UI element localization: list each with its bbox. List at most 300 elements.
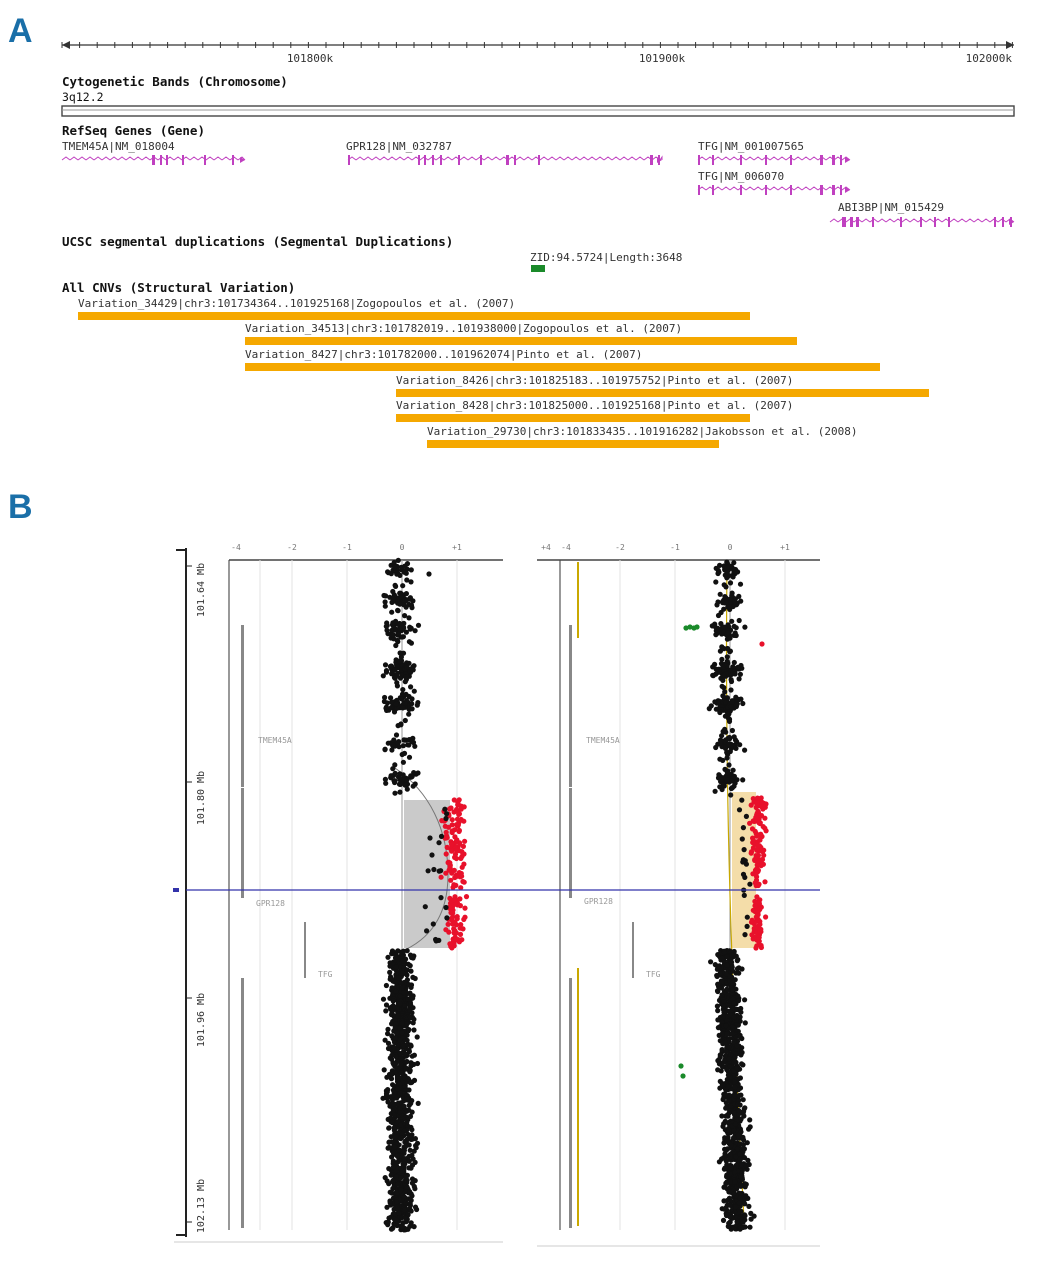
gene-exon bbox=[458, 155, 460, 165]
data-point bbox=[401, 1043, 406, 1048]
data-point bbox=[385, 1087, 390, 1092]
gene-bar bbox=[304, 922, 306, 978]
data-point bbox=[391, 1178, 396, 1183]
data-point bbox=[722, 1166, 727, 1171]
right-data-points bbox=[678, 560, 768, 1232]
data-point bbox=[749, 849, 754, 854]
x-tick-label: -2 bbox=[287, 543, 297, 552]
data-point bbox=[393, 771, 398, 776]
data-point bbox=[405, 996, 410, 1001]
data-point bbox=[738, 672, 743, 677]
data-point bbox=[399, 985, 404, 990]
data-point bbox=[401, 949, 406, 954]
data-point bbox=[729, 619, 734, 624]
data-point bbox=[408, 1148, 413, 1153]
data-point bbox=[732, 624, 737, 629]
data-point bbox=[730, 1024, 735, 1029]
data-point bbox=[723, 1023, 728, 1028]
data-point bbox=[723, 1106, 728, 1111]
data-point bbox=[402, 613, 407, 618]
data-point bbox=[736, 1101, 741, 1106]
cyto-track-title: Cytogenetic Bands (Chromosome) bbox=[62, 74, 288, 89]
data-point bbox=[403, 1139, 408, 1144]
data-point bbox=[736, 971, 741, 976]
data-point bbox=[415, 1061, 420, 1066]
segdup-track-title: UCSC segmental duplications (Segmental Duplications) bbox=[62, 234, 454, 249]
data-point bbox=[728, 792, 733, 797]
data-point bbox=[757, 922, 762, 927]
data-point bbox=[392, 778, 397, 783]
gene-exon bbox=[160, 155, 162, 165]
data-point bbox=[735, 966, 740, 971]
data-point bbox=[680, 1073, 685, 1078]
data-point bbox=[437, 869, 442, 874]
segdup-feature bbox=[531, 265, 545, 272]
data-point bbox=[393, 583, 398, 588]
segdup-label: ZID:94.5724|Length:3648 bbox=[530, 251, 683, 264]
data-point bbox=[724, 755, 729, 760]
refseq-track-title: RefSeq Genes (Gene) bbox=[62, 123, 205, 138]
data-point bbox=[399, 696, 404, 701]
data-point bbox=[729, 1143, 734, 1148]
data-point bbox=[408, 1063, 413, 1068]
data-point bbox=[384, 708, 389, 713]
data-point bbox=[457, 842, 462, 847]
data-point bbox=[438, 895, 443, 900]
data-point bbox=[406, 712, 411, 717]
data-point bbox=[383, 593, 388, 598]
data-point bbox=[403, 1065, 408, 1070]
data-point bbox=[754, 848, 759, 853]
data-point bbox=[744, 814, 749, 819]
data-point bbox=[409, 567, 414, 572]
gene-bar bbox=[569, 788, 572, 898]
data-point bbox=[397, 1211, 402, 1216]
data-point bbox=[382, 747, 387, 752]
data-point bbox=[399, 595, 404, 600]
data-point bbox=[394, 1066, 399, 1071]
data-point bbox=[436, 840, 441, 845]
data-point bbox=[731, 1135, 736, 1140]
data-point bbox=[451, 898, 456, 903]
data-point bbox=[398, 1187, 403, 1192]
data-point bbox=[720, 665, 725, 670]
data-point bbox=[397, 602, 402, 607]
data-point bbox=[724, 600, 729, 605]
data-point bbox=[721, 782, 726, 787]
x-tick-label: +1 bbox=[452, 543, 462, 552]
data-point bbox=[738, 1226, 743, 1231]
data-point bbox=[399, 1070, 404, 1075]
data-point bbox=[398, 1175, 403, 1180]
y-tick-label: 101.96 Mb bbox=[196, 992, 207, 1048]
data-point bbox=[721, 1003, 726, 1008]
data-point bbox=[386, 1166, 391, 1171]
data-point bbox=[393, 1134, 398, 1139]
genome-browser-panel bbox=[0, 0, 1052, 460]
gene-exon bbox=[740, 155, 742, 165]
data-point bbox=[757, 929, 762, 934]
data-point bbox=[447, 941, 452, 946]
data-point bbox=[439, 875, 444, 880]
data-point bbox=[409, 641, 414, 646]
gene-exon bbox=[480, 155, 482, 165]
data-point bbox=[393, 1218, 398, 1223]
data-point bbox=[429, 852, 434, 857]
data-point bbox=[401, 772, 406, 777]
data-point bbox=[458, 856, 463, 861]
data-point bbox=[439, 834, 444, 839]
data-point bbox=[408, 1043, 413, 1048]
data-point bbox=[732, 1060, 737, 1065]
gene-exon bbox=[994, 217, 996, 227]
gene-exon bbox=[538, 155, 540, 165]
data-point bbox=[731, 574, 736, 579]
data-point bbox=[461, 851, 466, 856]
data-point bbox=[400, 634, 405, 639]
data-point bbox=[753, 872, 758, 877]
data-point bbox=[742, 1146, 747, 1151]
data-point bbox=[453, 937, 458, 942]
data-point bbox=[384, 670, 389, 675]
data-point bbox=[443, 927, 448, 932]
data-point bbox=[719, 956, 724, 961]
data-point bbox=[718, 777, 723, 782]
gene-exon bbox=[948, 217, 950, 227]
data-point bbox=[717, 757, 722, 762]
data-point bbox=[404, 778, 409, 783]
data-point bbox=[718, 1052, 723, 1057]
data-point bbox=[395, 1013, 400, 1018]
data-point bbox=[389, 1215, 394, 1220]
data-point bbox=[742, 1213, 747, 1218]
data-point bbox=[738, 1075, 743, 1080]
cnv-bar bbox=[396, 414, 750, 422]
data-point bbox=[727, 636, 732, 641]
data-point bbox=[715, 1008, 720, 1013]
data-point bbox=[451, 882, 456, 887]
x-tick-label: -1 bbox=[342, 543, 352, 552]
data-point bbox=[409, 739, 414, 744]
x-tick-label: +4 bbox=[541, 543, 551, 552]
left-scatter-plot bbox=[174, 543, 503, 1242]
data-point bbox=[399, 1136, 404, 1141]
data-point bbox=[407, 1224, 412, 1229]
gene-bar bbox=[569, 978, 572, 1228]
data-point bbox=[722, 1058, 727, 1063]
data-point bbox=[394, 673, 399, 678]
cyto-band-label: 3q12.2 bbox=[62, 90, 104, 104]
data-point bbox=[398, 994, 403, 999]
data-point bbox=[383, 1008, 388, 1013]
data-point bbox=[742, 1201, 747, 1206]
data-point bbox=[385, 1031, 390, 1036]
data-point bbox=[747, 882, 752, 887]
data-point bbox=[707, 706, 712, 711]
data-point bbox=[392, 1061, 397, 1066]
gene-label: TMEM45A bbox=[258, 736, 292, 745]
data-point bbox=[404, 665, 409, 670]
x-tick-label: 0 bbox=[727, 543, 733, 552]
gene-exon bbox=[650, 155, 653, 165]
gene-exon bbox=[182, 155, 184, 165]
data-point bbox=[394, 680, 399, 685]
data-point bbox=[758, 820, 763, 825]
position-axis bbox=[173, 548, 207, 1237]
data-point bbox=[721, 625, 726, 630]
x-tick-label: +1 bbox=[780, 543, 790, 552]
data-point bbox=[408, 969, 413, 974]
data-point bbox=[752, 899, 757, 904]
gene-label: GPR128 bbox=[256, 899, 285, 908]
data-point bbox=[462, 906, 467, 911]
data-point bbox=[717, 1061, 722, 1066]
data-point bbox=[742, 893, 747, 898]
data-point bbox=[462, 880, 467, 885]
data-point bbox=[396, 723, 401, 728]
data-point bbox=[713, 579, 718, 584]
data-point bbox=[404, 1059, 409, 1064]
cnv-label: Variation_34513|chr3:101782019..101938000|Zogopoulos et al. (2007) bbox=[245, 322, 683, 335]
data-point bbox=[390, 1186, 395, 1191]
data-point bbox=[387, 970, 392, 975]
data-point bbox=[736, 1093, 741, 1098]
data-point bbox=[446, 922, 451, 927]
data-point bbox=[727, 735, 732, 740]
gene-exon bbox=[920, 217, 922, 227]
data-point bbox=[713, 789, 718, 794]
cnv-scatter-panel bbox=[0, 530, 1052, 1270]
data-point bbox=[741, 1109, 746, 1114]
data-point bbox=[739, 1061, 744, 1066]
cnv-label: Variation_8428|chr3:101825000..101925168|Pinto et al. (2007) bbox=[396, 399, 794, 412]
data-point bbox=[722, 950, 727, 955]
data-point bbox=[738, 1157, 743, 1162]
data-point bbox=[755, 800, 760, 805]
data-point bbox=[727, 605, 732, 610]
data-point bbox=[385, 700, 390, 705]
data-point bbox=[401, 958, 406, 963]
gene-label: TMEM45A|NM_018004 bbox=[62, 140, 175, 153]
gene-exon bbox=[440, 155, 442, 165]
data-point bbox=[402, 1194, 407, 1199]
data-point bbox=[763, 801, 768, 806]
data-point bbox=[721, 685, 726, 690]
data-point bbox=[718, 741, 723, 746]
data-point bbox=[410, 1163, 415, 1168]
y-tick-label: 101.80 Mb bbox=[196, 770, 207, 826]
data-point bbox=[404, 1021, 409, 1026]
data-point bbox=[734, 1065, 739, 1070]
cnv-label: Variation_29730|chr3:101833435..101916282|Jakobsson et al. (2008) bbox=[427, 425, 858, 438]
data-point bbox=[387, 964, 392, 969]
data-point bbox=[733, 1122, 738, 1127]
gene-exon bbox=[820, 155, 823, 165]
data-point bbox=[753, 815, 758, 820]
data-point bbox=[735, 665, 740, 670]
data-point bbox=[755, 833, 760, 838]
data-point bbox=[726, 1073, 731, 1078]
data-point bbox=[410, 1181, 415, 1186]
data-point bbox=[408, 579, 413, 584]
data-point bbox=[447, 860, 452, 865]
data-point bbox=[724, 972, 729, 977]
gene-exon bbox=[832, 155, 835, 165]
data-point bbox=[723, 1092, 728, 1097]
data-point bbox=[750, 918, 755, 923]
data-point bbox=[457, 797, 462, 802]
data-point bbox=[404, 591, 409, 596]
data-point bbox=[741, 825, 746, 830]
data-point bbox=[403, 1052, 408, 1057]
marker-line bbox=[577, 562, 579, 638]
gene-models bbox=[62, 155, 1014, 227]
gene-label: TFG|NM_006070 bbox=[698, 170, 785, 183]
data-point bbox=[403, 674, 408, 679]
data-point bbox=[740, 701, 745, 706]
data-point bbox=[725, 654, 730, 659]
data-point bbox=[728, 580, 733, 585]
data-point bbox=[400, 970, 405, 975]
data-point bbox=[426, 571, 431, 576]
data-point bbox=[721, 1014, 726, 1019]
data-point bbox=[754, 913, 759, 918]
data-point bbox=[398, 650, 403, 655]
data-point bbox=[747, 821, 752, 826]
data-point bbox=[423, 904, 428, 909]
data-point bbox=[442, 807, 447, 812]
data-point bbox=[730, 1031, 735, 1036]
data-point bbox=[390, 1071, 395, 1076]
data-point bbox=[730, 968, 735, 973]
data-point bbox=[718, 592, 723, 597]
data-point bbox=[454, 848, 459, 853]
data-point bbox=[408, 595, 413, 600]
gene-exon bbox=[348, 155, 350, 165]
data-point bbox=[410, 706, 415, 711]
data-point bbox=[729, 786, 734, 791]
data-point bbox=[742, 932, 747, 937]
data-point bbox=[755, 843, 760, 848]
data-point bbox=[445, 835, 450, 840]
data-point bbox=[712, 662, 717, 667]
data-point bbox=[724, 1031, 729, 1036]
data-point bbox=[715, 982, 720, 987]
data-point bbox=[456, 812, 461, 817]
data-point bbox=[411, 1020, 416, 1025]
gene-exon bbox=[418, 155, 420, 165]
data-point bbox=[413, 1205, 418, 1210]
data-point bbox=[721, 1185, 726, 1190]
x-tick-label: -4 bbox=[561, 543, 571, 552]
gene-exon bbox=[934, 217, 936, 227]
y-tick-label: 101.64 Mb bbox=[196, 562, 207, 618]
data-point bbox=[715, 988, 720, 993]
data-point bbox=[730, 987, 735, 992]
data-point bbox=[751, 908, 756, 913]
data-point bbox=[415, 1141, 420, 1146]
data-point bbox=[725, 565, 730, 570]
data-point bbox=[723, 1040, 728, 1045]
cnv-bar bbox=[427, 440, 719, 448]
data-point bbox=[401, 743, 406, 748]
data-point bbox=[408, 963, 413, 968]
gene-intron bbox=[698, 187, 850, 190]
data-point bbox=[729, 704, 734, 709]
data-point bbox=[396, 608, 401, 613]
data-point bbox=[444, 851, 449, 856]
data-point bbox=[722, 689, 727, 694]
data-point bbox=[749, 1217, 754, 1222]
data-point bbox=[738, 1052, 743, 1057]
data-point bbox=[737, 676, 742, 681]
data-point bbox=[403, 718, 408, 723]
data-point bbox=[392, 1005, 397, 1010]
gene-exon bbox=[790, 185, 792, 195]
data-point bbox=[727, 719, 732, 724]
data-point bbox=[722, 646, 727, 651]
data-point bbox=[386, 1046, 391, 1051]
data-point bbox=[409, 1208, 414, 1213]
data-point bbox=[734, 954, 739, 959]
data-point bbox=[459, 807, 464, 812]
data-point bbox=[742, 847, 747, 852]
data-point bbox=[390, 589, 395, 594]
data-point bbox=[392, 1144, 397, 1149]
data-point bbox=[732, 1110, 737, 1115]
data-point bbox=[764, 828, 769, 833]
data-point bbox=[392, 565, 397, 570]
data-point bbox=[726, 762, 731, 767]
data-point bbox=[715, 1004, 720, 1009]
data-point bbox=[454, 930, 459, 935]
data-point bbox=[408, 1080, 413, 1085]
x-tick-label: -2 bbox=[615, 543, 625, 552]
data-point bbox=[384, 1093, 389, 1098]
data-point bbox=[717, 709, 722, 714]
data-point bbox=[742, 625, 747, 630]
data-point bbox=[713, 632, 718, 637]
data-point bbox=[461, 917, 466, 922]
data-point bbox=[398, 1001, 403, 1006]
data-point bbox=[411, 667, 416, 672]
data-point bbox=[715, 964, 720, 969]
data-point bbox=[744, 1163, 749, 1168]
data-point bbox=[382, 1067, 387, 1072]
data-point bbox=[407, 1189, 412, 1194]
data-point bbox=[385, 955, 390, 960]
data-point bbox=[721, 729, 726, 734]
data-point bbox=[389, 1173, 394, 1178]
gene-exon bbox=[842, 217, 846, 227]
gene-exon bbox=[765, 155, 767, 165]
data-point bbox=[720, 678, 725, 683]
data-point bbox=[734, 633, 739, 638]
cnv-label: Variation_34429|chr3:101734364..101925168|Zogopoulos et al. (2007) bbox=[78, 297, 516, 310]
data-point bbox=[732, 1079, 737, 1084]
data-point bbox=[722, 594, 727, 599]
data-point bbox=[741, 1137, 746, 1142]
data-point bbox=[410, 774, 415, 779]
data-point bbox=[732, 1179, 737, 1184]
gene-exon bbox=[152, 155, 155, 165]
data-point bbox=[384, 1075, 389, 1080]
gene-exon bbox=[900, 217, 902, 227]
data-point bbox=[391, 998, 396, 1003]
data-point bbox=[392, 1045, 397, 1050]
gene-exon bbox=[832, 185, 835, 195]
data-point bbox=[716, 613, 721, 618]
